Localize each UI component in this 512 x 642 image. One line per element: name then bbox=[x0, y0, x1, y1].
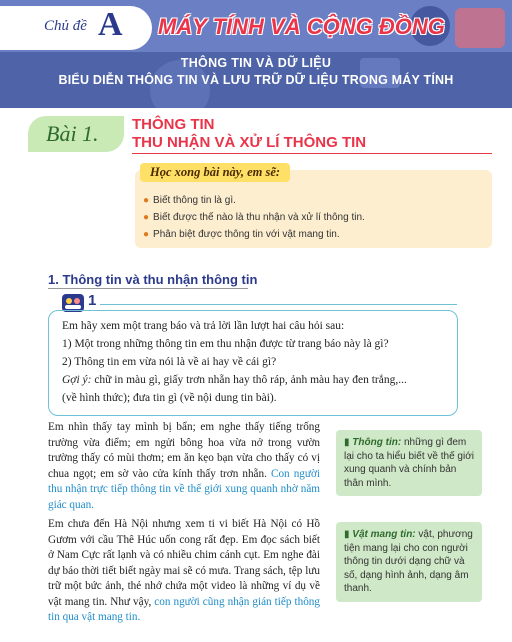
definition-note-carrier: ▮ Vật mang tin: vật, phương tiện mang lại cho con người thông tin dưới dạng chữ và số, dạng hình ảnh, dạng âm thanh. bbox=[336, 522, 482, 602]
section-heading: 1. Thông tin và thu nhận thông tin bbox=[48, 272, 258, 287]
lesson-underline bbox=[132, 153, 492, 154]
banner-subtitle-1: THÔNG TIN VÀ DỮ LIỆU bbox=[180, 56, 332, 70]
section-underline bbox=[48, 288, 248, 289]
activity-line: 1) Một trong những thông tin em thu nhận được từ trang báo này là gì? bbox=[62, 338, 389, 350]
topic-banner bbox=[0, 0, 512, 108]
book-icon: ▮ bbox=[344, 529, 350, 540]
lesson-title-line-1: THÔNG TIN bbox=[132, 116, 215, 133]
bullet-icon: ● bbox=[143, 212, 150, 223]
activity-rule bbox=[100, 304, 457, 305]
topic-letter: A bbox=[98, 6, 123, 43]
activity-number: 1 bbox=[88, 292, 97, 309]
paragraph-highlight: Con người thu nhận trực tiếp thông tin về thế giới xung quanh nhờ năm giác quan. bbox=[48, 467, 320, 511]
bullet-icon: ● bbox=[143, 195, 150, 206]
paragraph-highlight: con người cũng nhận gián tiếp thông tin qua vật mang tin. bbox=[48, 595, 320, 623]
definition-note-information: ▮ Thông tin: những gì đem lại cho ta hiểu biết về thế giới xung quanh và chính bản thân mình. bbox=[336, 430, 482, 496]
lesson-title-line-2: THU NHẬN VÀ XỬ LÍ THÔNG TIN bbox=[132, 134, 367, 151]
note-term: Thông tin: bbox=[352, 437, 402, 448]
bullet-icon: ● bbox=[143, 229, 150, 240]
objective-item: ● Biết được thế nào là thu nhận và xử lí thông tin. bbox=[143, 212, 365, 223]
topic-label: Chủ đề bbox=[44, 18, 87, 34]
activity-line: 2) Thông tin em vừa nói là về ai hay về cái gì? bbox=[62, 356, 277, 368]
activity-hint-continued: (về hình thức); đưa tin gì (về nội dung tin bài). bbox=[62, 392, 277, 404]
activity-hint: Gợi ý: chữ in màu gì, giấy trơn nhẵn hay thô ráp, ảnh màu hay đen trắng,... bbox=[62, 374, 407, 386]
topic-title: MÁY TÍNH VÀ CỘNG ĐỒNG bbox=[158, 14, 445, 39]
book-icon: ▮ bbox=[344, 437, 350, 448]
paragraph-indirect: Em chưa đến Hà Nội nhưng xem ti vi biết Hà Nội có Hồ Gươm với cầu Thê Húc uốn cong rất đẹp. Em đọc sách biết ở Nam Cực rất lạnh và có nhiều chim cánh cụt. Em nghe đài dự báo thời tiết biết ngày mai sẽ có mưa. Trang sách, tệp lưu trữ một bức ảnh, thẻ nhớ chứa một video là những ví dụ về vật mang tin. Như vậy, con người cũng nhận gián tiếp thông tin qua vật mang tin. bbox=[48, 518, 320, 623]
activity-line: Em hãy xem một trang báo và trả lời lần lượt hai câu hỏi sau: bbox=[62, 320, 345, 332]
objective-item: ● Phân biệt được thông tin với vật mang tin. bbox=[143, 229, 340, 240]
paragraph-direct-senses: Em nhìn thấy tay mình bị bẩn; em nghe thấy tiếng trống trường vừa điểm; em ngửi bông hoa vừa nở trong vườn trường thấy có mùi thơm; em ăn kẹo bạn vừa cho thấy có vị chua ngọt; em sờ vào cửa kính thấy trơn nhẵn. Con người thu nhận trực tiếp thông tin về thế giới xung quanh nhờ năm giác quan. bbox=[48, 421, 320, 511]
hint-label: Gợi ý: bbox=[62, 374, 92, 386]
objective-item: ● Biết thông tin là gì. bbox=[143, 195, 236, 206]
objectives-heading: Học xong bài này, em sẽ: bbox=[140, 163, 290, 182]
note-term: Vật mang tin: bbox=[352, 529, 416, 540]
banner-subtitle-2: BIỂU DIỄN THÔNG TIN VÀ LƯU TRỮ DỮ LIỆU TRONG MÁY TÍNH bbox=[58, 73, 454, 87]
lesson-label: Bài 1. bbox=[46, 121, 99, 146]
